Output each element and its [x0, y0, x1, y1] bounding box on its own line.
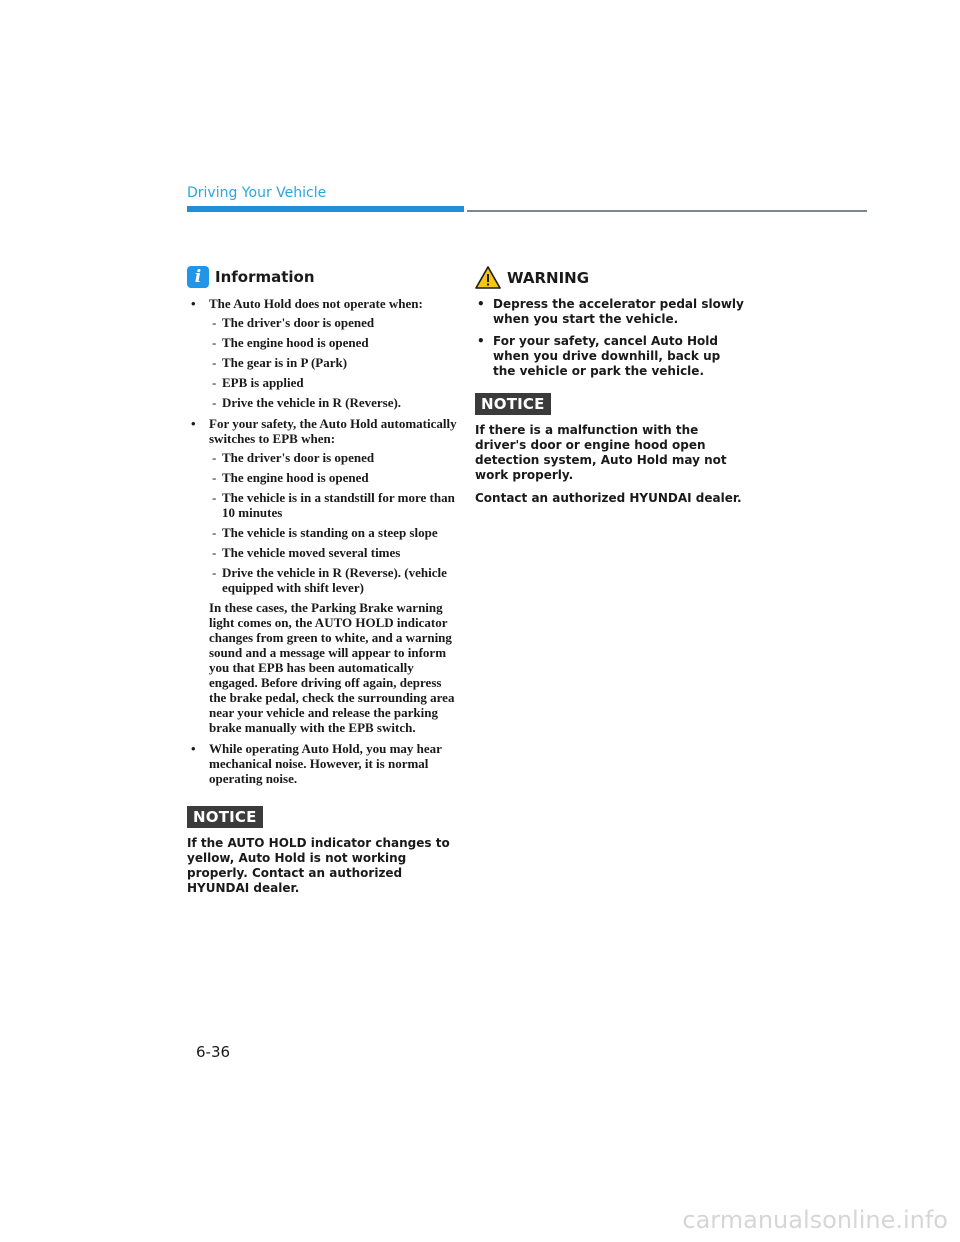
left-column: [187, 266, 457, 896]
warning-item: • Depress the accelerator pedal slowly when you start the vehicle.: [475, 297, 745, 327]
information-subitem: - The gear is in P (Park): [209, 355, 457, 370]
header-accent-bar: [187, 206, 464, 212]
section-title: Driving Your Vehicle: [187, 185, 327, 201]
notice-badge: NOTICE: [475, 393, 551, 415]
information-list: [187, 296, 457, 786]
warning-heading: [475, 266, 745, 289]
information-subitem: - The vehicle is in a standstill for more than 10 minutes: [209, 490, 457, 520]
info-icon: i: [187, 266, 209, 288]
information-subitem: - The engine hood is opened: [209, 470, 457, 485]
header-rule: [467, 210, 867, 212]
information-subitem: - Drive the vehicle in R (Reverse).: [209, 395, 457, 410]
watermark: carmanualsonline.info: [682, 1206, 948, 1234]
warning-list: [475, 297, 745, 379]
information-item: [187, 296, 457, 410]
information-subitem: - The engine hood is opened: [209, 335, 457, 350]
information-subitem: - The driver's door is opened: [209, 315, 457, 330]
information-heading: [187, 266, 457, 288]
information-item: [187, 416, 457, 735]
information-subitem: - EPB is applied: [209, 375, 457, 390]
information-paragraph: In these cases, the Parking Brake warning light comes on, the AUTO HOLD indicator changes from green to white, and a warning sound and a message will appear to inform you that EPB has been automatically engaged. Before driving off again, depress the brake pedal, check the surrounding area near your vehicle and release the parking brake manually with the EPB switch.: [209, 600, 455, 735]
information-item-text: While operating Auto Hold, you may hear mechanical noise. However, it is normal operating noise.: [209, 741, 442, 786]
warning-title: WARNING: [507, 268, 590, 287]
information-item-text: For your safety, the Auto Hold automatically switches to EPB when:: [209, 416, 457, 446]
notice-paragraph: If there is a malfunction with the driver's door or engine hood open detection system, Auto Hold may not work properly.: [475, 423, 727, 482]
notice-badge: NOTICE: [187, 806, 263, 828]
information-sublist: [209, 450, 457, 595]
notice-box-left: [187, 806, 457, 896]
information-item-text: The Auto Hold does not operate when:: [209, 296, 423, 311]
warning-triangle-icon: [475, 266, 501, 289]
page-number: 6-36: [196, 1043, 231, 1061]
information-title: Information: [215, 268, 315, 286]
notice-text: If the AUTO HOLD indicator changes to yellow, Auto Hold is not working properly. Contact an authorized HYUNDAI dealer.: [187, 836, 450, 895]
information-subitem: - The driver's door is opened: [209, 450, 457, 465]
right-column: [475, 266, 745, 506]
notice-paragraph: Contact an authorized HYUNDAI dealer.: [475, 491, 742, 505]
information-subitem: - Drive the vehicle in R (Reverse). (vehicle equipped with shift lever): [209, 565, 457, 595]
information-sublist: [209, 315, 457, 410]
notice-box-right: [475, 393, 745, 506]
warning-item: • For your safety, cancel Auto Hold when you drive downhill, back up the vehicle or park the vehicle.: [475, 334, 745, 379]
information-item: [187, 741, 457, 786]
information-subitem: - The vehicle moved several times: [209, 545, 457, 560]
information-subitem: - The vehicle is standing on a steep slope: [209, 525, 457, 540]
